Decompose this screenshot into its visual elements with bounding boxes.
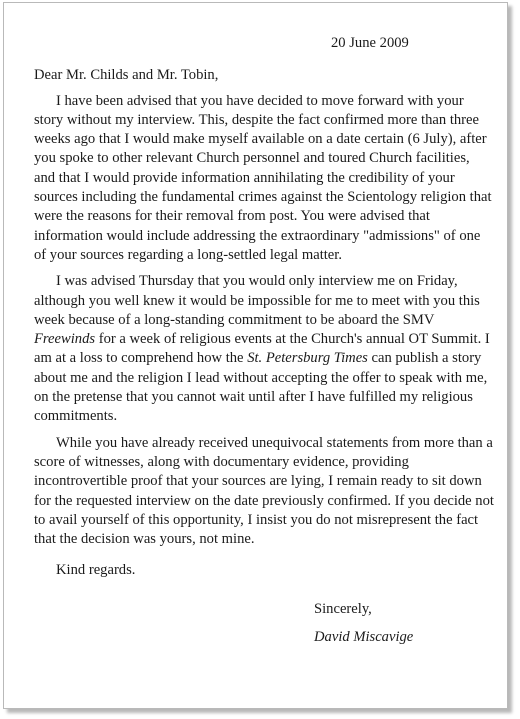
paragraph-text: can publish a story about me and the religion I lead without accepting the offer to speak with me, on the pretense that you cannot wait until after I have fulfilled my religious commitments. <box>34 350 488 425</box>
italic-text: St. Petersburg Times <box>247 350 368 367</box>
paragraph-text: I have been advised that you have decided to move forward with your story without my interview. This, despite the fact confirmed more than three weeks ago that I would make myself available on a date certain (6 July), after you spoke to other relevant Church personnel and toured Church facilities, and that I would provide information annihilating the credibility of your sources including the fundamental crimes against the Scientology religion that were the reasons for their removal from post. You were advised that information would include addressing the extraordinary "admissions" of one of your sources regarding a long-settled legal matter. <box>34 92 492 263</box>
paragraph-text: I was advised Thursday that you would only interview me on Friday, although you well knew it would be impossible for me to meet with you this week because of a long-standing commitment to be aboard the SMV <box>34 273 480 328</box>
letter-signature: David Miscavige <box>314 629 414 646</box>
italic-text: Freewinds <box>34 331 96 348</box>
letter-paragraphs <box>34 92 494 550</box>
letter-body <box>34 34 494 647</box>
letter-salutation: Dear Mr. Childs and Mr. Tobin, <box>34 67 219 84</box>
letter-page <box>3 2 508 709</box>
letter-signoff: Sincerely, <box>314 600 372 617</box>
signature-block <box>314 600 494 648</box>
letter-date: 20 June 2009 <box>331 35 409 51</box>
letter-paragraph <box>34 272 494 426</box>
letter-paragraph <box>34 92 494 266</box>
letter-closing: Kind regards. <box>56 562 136 579</box>
paragraph-text: for a week of religious events at the Church's annual OT Summit. I am at a loss to comprehend how the <box>34 331 490 367</box>
letter-paragraph <box>34 434 494 550</box>
paragraph-text: While you have already received unequivocal statements from more than a score of witnesses, along with documentary evidence, providing incontrovertible proof that your sources are lying, I remain ready to sit down for the requested interview on the date previously confirmed. If you decide not to avail yourself of this opportunity, I insist you do not misrepresent the fact that the decision was yours, not mine. <box>34 434 494 548</box>
